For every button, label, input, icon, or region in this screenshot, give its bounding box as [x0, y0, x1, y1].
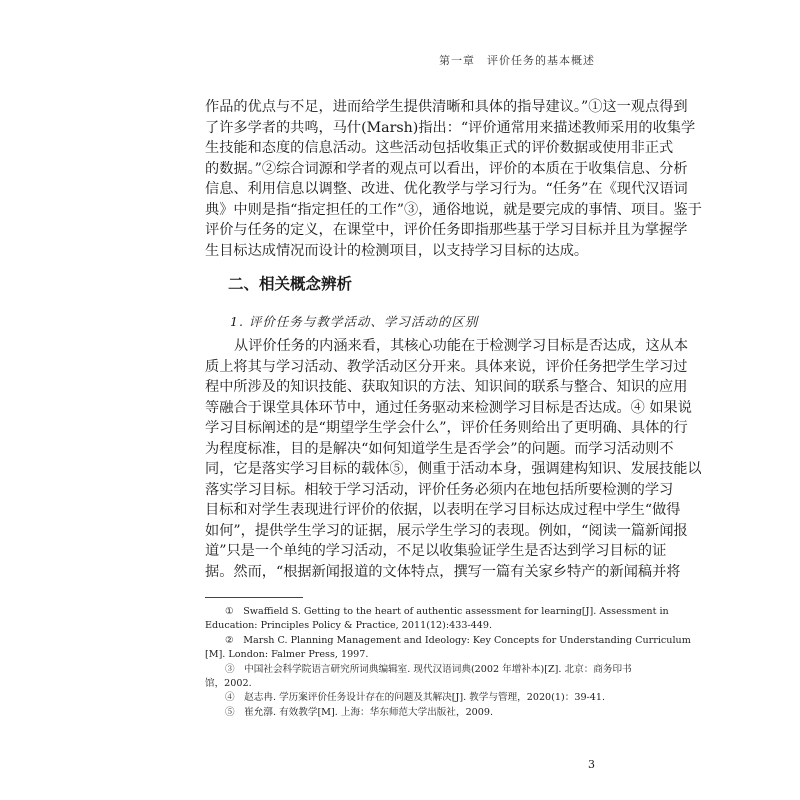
paragraph-2 [205, 336, 702, 582]
text-line: 落实学习目标。相较于学习活动，评价任务必须内在地包括所要检测的学习 [205, 481, 674, 498]
paragraph-1 [205, 97, 702, 261]
footnote-line: 馆，2002. [205, 677, 252, 689]
text-line: 学习目标阐述的是“期望学生学会什么”，评价任务则给出了更明确、具体的行 [205, 420, 688, 436]
footnote-line: [M]. London: Falmer Press, 1997. [205, 649, 369, 661]
text-line: 质上将其与学习活动、教学活动区分开来。具体来说，评价任务把学生学习过 [205, 358, 688, 375]
text-line: 程中所涉及的知识技能、获取知识的方法、知识间的联系与整合、知识的应用 [205, 379, 688, 395]
footnote-line: ⑤ 崔允漷. 有效教学[M]. 上海：华东师范大学出版社，2009. [225, 706, 494, 718]
text-line: 生技能和态度的信息活动。这些活动包括收集正式的评价数据或使用非正式 [205, 140, 674, 156]
running-header: 第一章 评价任务的基本概述 [439, 54, 595, 67]
footnote-line: ② Marsh C. Planning Management and Ideology: Key Concepts for Understanding Curriculum [225, 634, 691, 646]
subsection-heading: 1. 评价任务与教学活动、学习活动的区别 [230, 314, 479, 329]
footnote-line: Education: Principles Policy & Practice, 2011(12):433-449. [205, 620, 493, 632]
text-line: 信息、利用信息以调整、改进、优化教学与学习行为。“任务”在《现代汉语词 [205, 181, 688, 197]
text-line: 同，它是落实学习目标的载体⑤，侧重于活动本身，强调建构知识、发展技能以 [205, 461, 702, 477]
text-line: 等融合于课堂具体环节中，通过任务驱动来检测学习目标是否达成。④ 如果说 [205, 399, 692, 416]
text-line: 道”只是一个单纯的学习活动，不足以收集验证学生是否达到学习目标的证 [205, 543, 667, 559]
text-line: 作品的优点与不足，进而给学生提供清晰和具体的指导建议。”①这一观点得到 [205, 99, 688, 115]
text-line: 目标和对学生表现进行评价的依据，以表明在学习目标达成过程中学生“做得 [205, 502, 681, 518]
text-line: 如何”，提供学生学习的证据，展示学生学习的表现。例如，“阅读一篇新闻报 [205, 522, 688, 539]
text-line: 的数据。”②综合词源和学者的观点可以看出，评价的本质在于收集信息、分析 [205, 160, 688, 177]
text-line: 评价与任务的定义，在课堂中，评价任务即指那些基于学习目标并且为掌握学 [205, 222, 688, 238]
page-number: 3 [588, 758, 595, 771]
footnote-divider [205, 597, 303, 598]
text-line: 典》中则是指“指定担任的工作”③，通俗地说，就是要完成的事情、项目。鉴于 [205, 201, 702, 218]
text-line: 据。然而，“根据新闻报道的文体特点，撰写一篇有关家乡特产的新闻稿并将 [205, 563, 681, 580]
footnotes [205, 605, 691, 720]
text-line: 了许多学者的共鸣，马什(Marsh)指出：“评价通常用来描述教师采用的收集学 [205, 119, 696, 136]
text-line: 生目标达成情况而设计的检测项目，以支持学习目标的达成。 [205, 242, 589, 259]
footnote-line: ① Swaffield S. Getting to the heart of authentic assessment for learning[J]. Assessment in [225, 606, 669, 617]
footnote-line: ③ 中国社会科学院语言研究所词典编辑室. 现代汉语词典(2002 年增补本)[Z]. 北京：商务印书 [225, 663, 632, 675]
section-heading: 二、相关概念辨析 [228, 275, 353, 293]
text-line: 为程度标准，目的是解决“如何知道学生是否学会”的问题。而学习活动则不 [205, 440, 674, 457]
footnote-line: ④ 赵志冉. 学历案评价任务设计存在的问题及其解决[J]. 教学与管理，2020(1)：39-41. [225, 692, 606, 704]
text-line: 从评价任务的内涵来看，其核心功能在于检测学习目标是否达成，这从本 [234, 338, 689, 354]
